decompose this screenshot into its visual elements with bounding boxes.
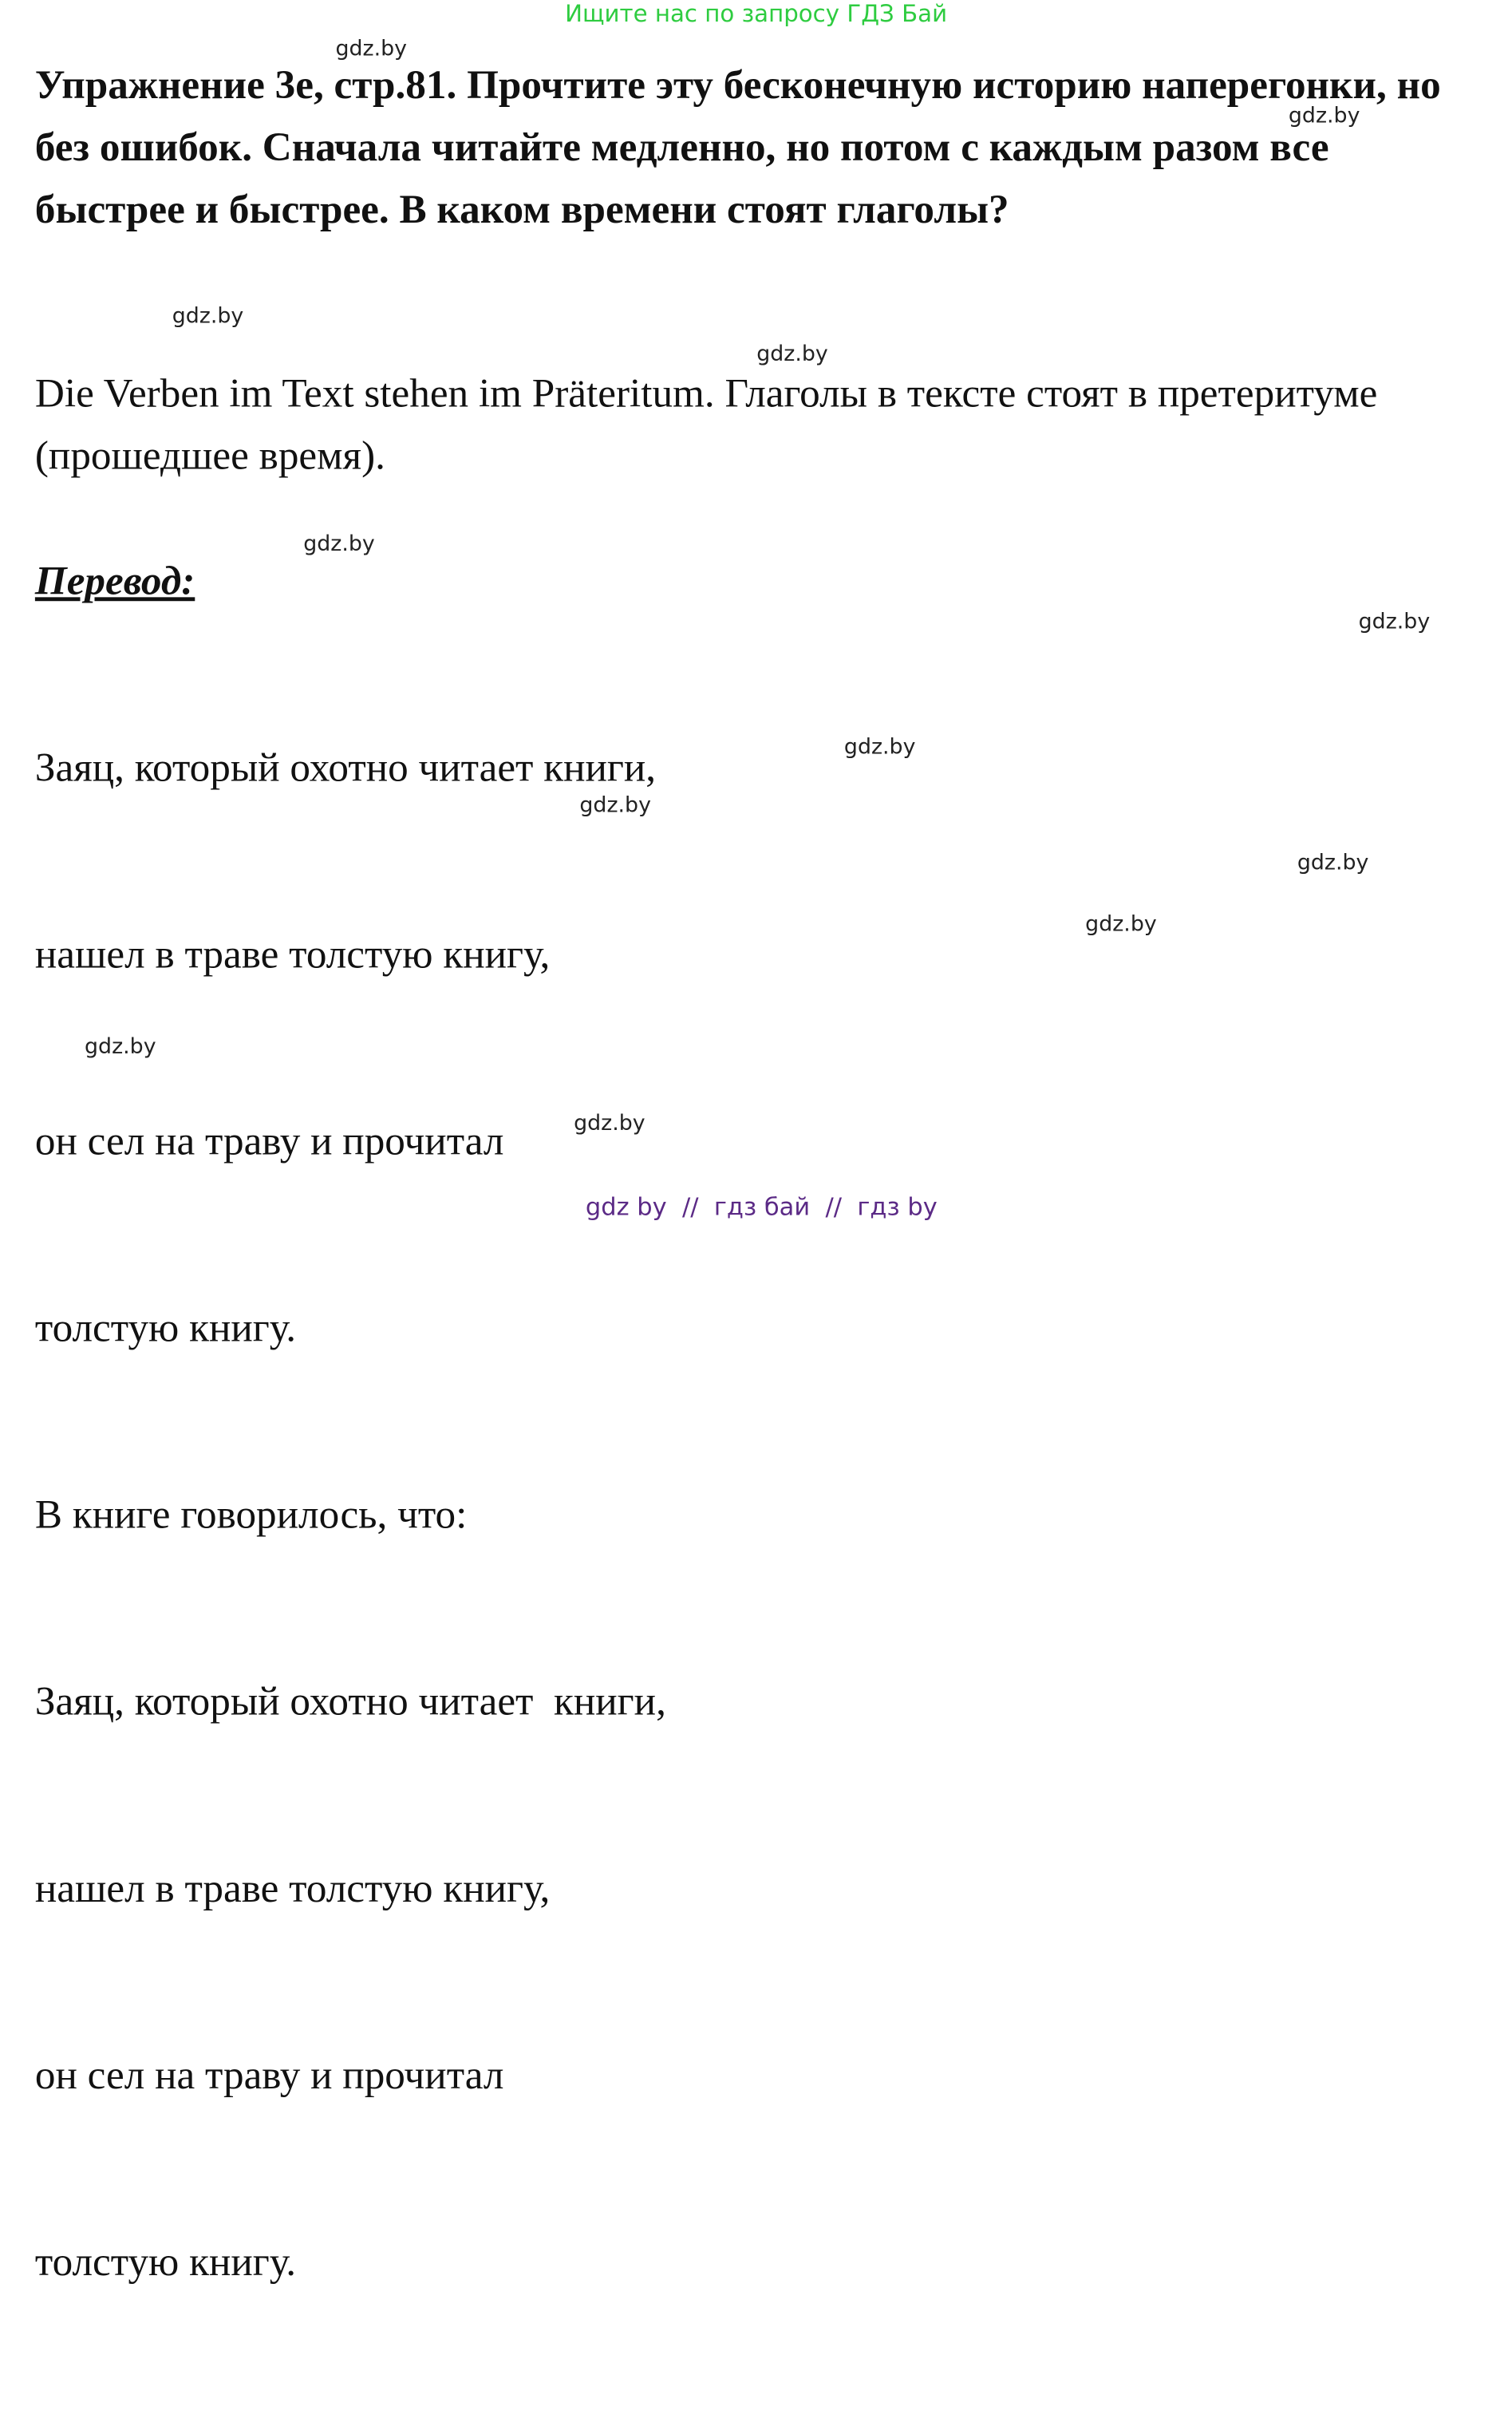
- poem-line: В книге говорилось, что:: [34, 1492, 468, 1538]
- top-banner: Ищите нас по запросу ГДЗ Бай: [565, 0, 948, 28]
- poem-line: Заяц, который охотно читает книги,: [34, 745, 657, 791]
- poem-line: нашел в траве толстую книгу,: [34, 1866, 551, 1911]
- watermark: gdz.by: [574, 1112, 645, 1136]
- answer-text: Die Verben im Text stehen im Präteritum. Глаголы в тексте стоят в претеритуме (прошедшее время).: [34, 371, 1378, 479]
- translation-poem: [35, 613, 666, 2418]
- poem-line: толстую книгу.: [34, 2239, 297, 2285]
- translation-title: Перевод:: [34, 559, 195, 604]
- exercise-heading: Упражнение 3е, стр.81. Прочтите эту бесконечную историю наперегонки, но без ошибок. Сначала читайте медленно, но потом с каждым разом все быстрее и быстрее. В каком времени стоят глаголы?: [34, 63, 1441, 233]
- watermark: gdz.by: [1085, 912, 1157, 937]
- watermark: gdz.by: [1358, 610, 1431, 634]
- watermark: gdz.by: [756, 342, 828, 367]
- watermark: gdz.by: [335, 37, 408, 61]
- poem-line: нашел в траве толстую книгу,: [34, 932, 551, 978]
- poem-line: Заяц, который охотно читает книги,: [34, 1679, 666, 1725]
- watermark: gdz.by: [85, 1034, 156, 1060]
- watermark: gdz.by: [1288, 104, 1360, 128]
- poem-line: он сел на траву и прочитал: [34, 2053, 504, 2098]
- poem-line: толстую книгу.: [34, 1306, 297, 1351]
- poem-line: он сел на траву и прочитал: [34, 1119, 504, 1164]
- footer-links: gdz by // гдз бай // гдз by: [585, 1192, 938, 1221]
- watermark: gdz.by: [579, 793, 651, 819]
- watermark: gdz.by: [172, 304, 244, 329]
- watermark: gdz.by: [1297, 851, 1369, 875]
- watermark: gdz.by: [303, 531, 375, 557]
- watermark: gdz.by: [843, 735, 916, 760]
